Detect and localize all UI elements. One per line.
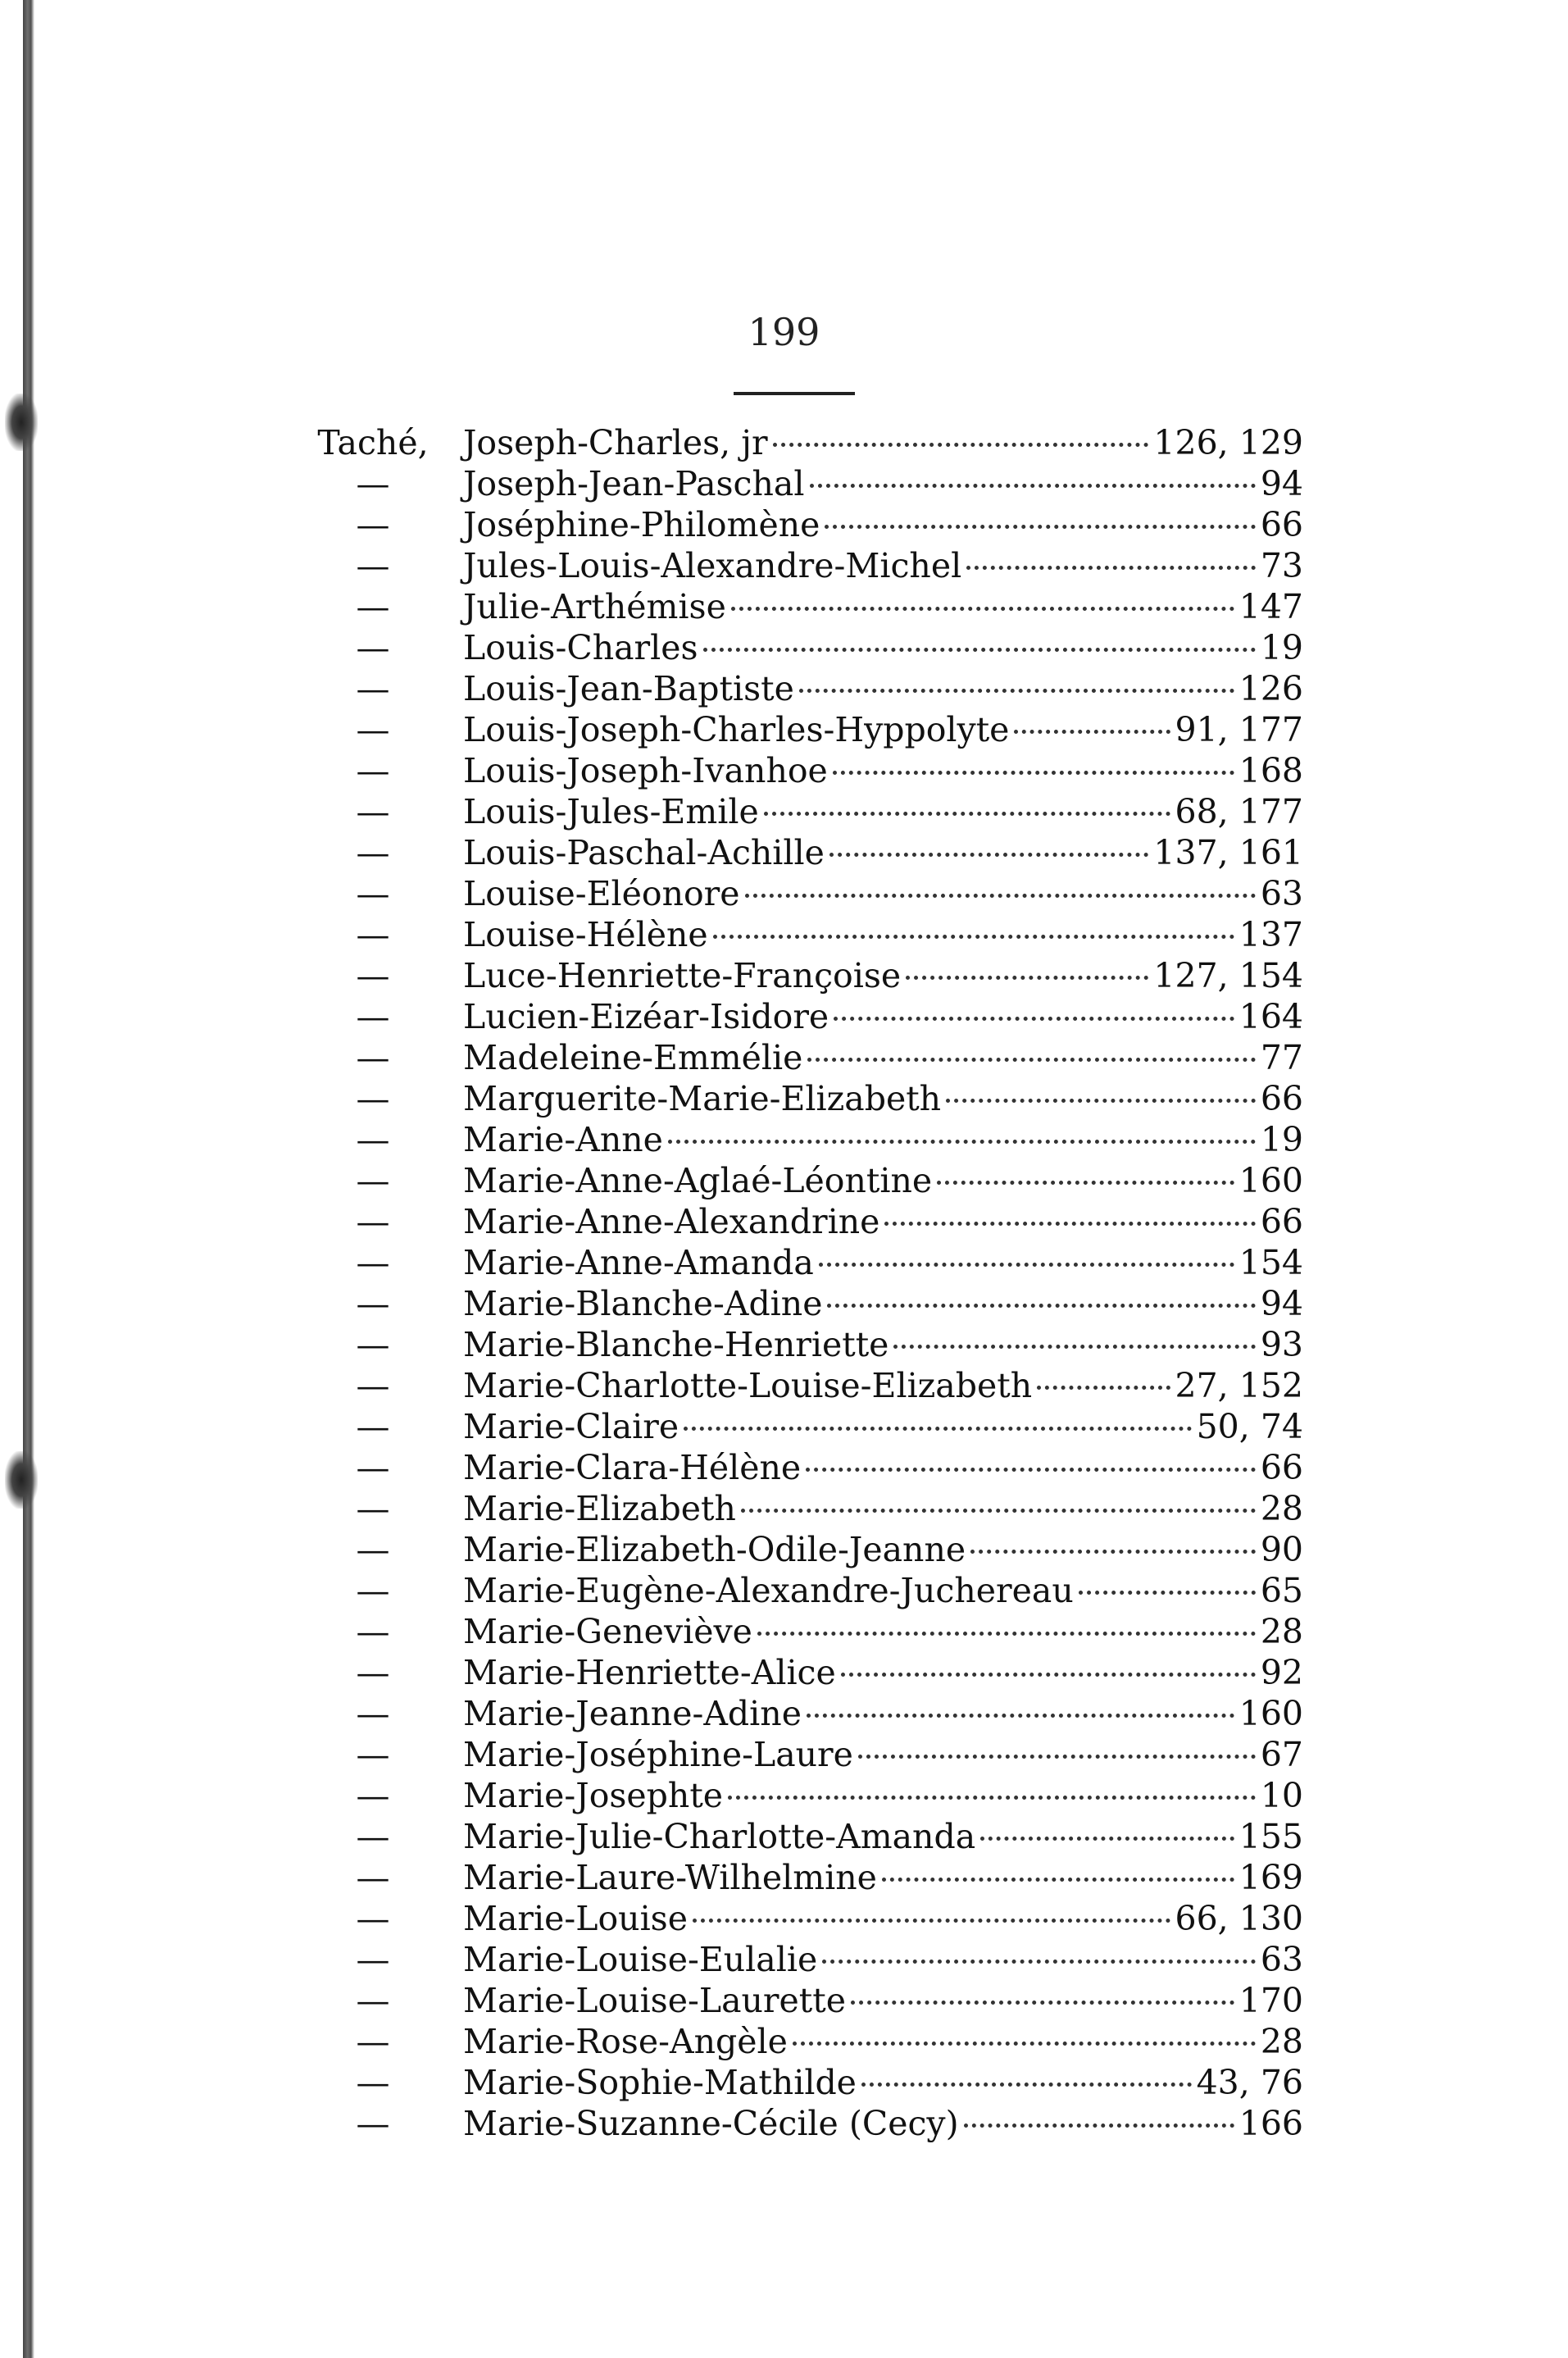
given-names: Marie-Henriette-Alice <box>463 1653 836 1692</box>
given-names: Marie-Eugène-Alexandre-Juchereau <box>463 1571 1074 1610</box>
dot-leader <box>713 935 1234 939</box>
given-names: Marie-Suzanne-Cécile (Cecy) <box>463 2104 959 2143</box>
dot-leader <box>829 853 1149 857</box>
dot-leader <box>807 1714 1234 1718</box>
index-entry <box>287 504 1303 545</box>
dot-leader <box>757 1632 1256 1636</box>
ditto-mark: — <box>356 464 390 503</box>
given-names: Marie-Clara-Hélène <box>463 1448 802 1487</box>
index-entry <box>287 1078 1303 1119</box>
given-names: Luce-Henriette-Françoise <box>463 956 902 995</box>
ditto-mark: — <box>356 1940 390 1979</box>
given-names: Marie-Jeanne-Adine <box>463 1694 802 1733</box>
ditto-mark: — <box>356 2104 390 2143</box>
ditto-mark: — <box>356 1202 390 1241</box>
page-references: 166 <box>1238 2104 1303 2143</box>
given-names: Marie-Joséphine-Laure <box>463 1735 853 1774</box>
page-references: 90 <box>1260 1530 1303 1569</box>
dot-leader <box>741 1509 1256 1513</box>
index-entry <box>287 2103 1303 2144</box>
dot-leader <box>693 1919 1170 1923</box>
page-references: 19 <box>1260 1120 1303 1159</box>
ditto-mark: — <box>356 1448 390 1487</box>
ditto-mark: — <box>356 2022 390 2061</box>
index-entry <box>287 1037 1303 1078</box>
index-entry <box>287 1816 1303 1857</box>
dot-leader <box>841 1673 1256 1677</box>
dot-leader <box>773 443 1149 447</box>
ditto-mark: — <box>356 1694 390 1733</box>
page-references: 160 <box>1238 1161 1303 1200</box>
index-entry <box>287 1201 1303 1242</box>
index-entry <box>287 1160 1303 1201</box>
ditto-mark: — <box>356 1776 390 1815</box>
dot-leader <box>793 2042 1256 2046</box>
dot-leader <box>884 1222 1255 1226</box>
header-rule <box>734 392 855 395</box>
index-entry <box>287 791 1303 832</box>
dot-leader <box>906 976 1148 980</box>
given-names: Jules-Louis-Alexandre-Michel <box>463 546 962 585</box>
page-references: 168 <box>1238 751 1303 790</box>
ditto-mark: — <box>356 874 390 913</box>
ditto-mark: — <box>356 505 390 544</box>
given-names: Marie-Josephte <box>463 1776 724 1815</box>
ditto-mark: — <box>356 1735 390 1774</box>
index-entry <box>287 668 1303 709</box>
ditto-mark: — <box>356 956 390 995</box>
given-names: Louis-Paschal-Achille <box>463 833 825 872</box>
given-names: Louis-Jean-Baptiste <box>463 669 794 708</box>
index-entry <box>287 463 1303 504</box>
index-entry <box>287 2021 1303 2062</box>
dot-leader <box>810 484 1256 488</box>
ditto-mark: — <box>356 1120 390 1159</box>
ditto-mark: — <box>356 915 390 954</box>
ditto-mark: — <box>356 1817 390 1856</box>
given-names: Marie-Sophie-Mathilde <box>463 2063 857 2102</box>
page-references: 28 <box>1260 1612 1303 1651</box>
index-entry <box>287 750 1303 791</box>
index-entry <box>287 1980 1303 2021</box>
index-entry <box>287 996 1303 1037</box>
given-names: Louis-Jules-Emile <box>463 792 759 831</box>
given-names: Marie-Anne-Amanda <box>463 1243 814 1282</box>
dot-leader <box>668 1140 1256 1144</box>
given-names: Louise-Eléonore <box>463 874 740 913</box>
ditto-mark: — <box>356 792 390 831</box>
page-references: 94 <box>1260 464 1303 503</box>
dot-leader <box>858 1755 1256 1759</box>
given-names: Marie-Anne-Aglaé-Léontine <box>463 1161 933 1200</box>
given-names: Marie-Blanche-Adine <box>463 1284 823 1323</box>
index-entry <box>287 1242 1303 1283</box>
index-entry <box>287 1652 1303 1693</box>
dot-leader <box>980 1837 1234 1841</box>
given-names: Madeleine-Emmélie <box>463 1038 803 1077</box>
page-references: 127, 154 <box>1153 956 1303 995</box>
given-names: Joseph-Jean-Paschal <box>463 464 805 503</box>
dot-leader <box>970 1550 1256 1554</box>
ditto-mark: — <box>356 997 390 1036</box>
page-references: 10 <box>1260 1776 1303 1815</box>
dot-leader <box>825 525 1255 529</box>
index-entry <box>287 1939 1303 1980</box>
page-references: 50, 74 <box>1196 1407 1303 1446</box>
dot-leader <box>882 1878 1234 1882</box>
dot-leader <box>684 1427 1191 1431</box>
dot-leader <box>822 1960 1256 1964</box>
given-names: Marie-Anne-Alexandrine <box>463 1202 880 1241</box>
ditto-mark: — <box>356 1489 390 1528</box>
dot-leader <box>807 1058 1255 1062</box>
ditto-mark: — <box>356 1612 390 1651</box>
index-entry <box>287 1570 1303 1611</box>
ditto-mark: — <box>356 1407 390 1446</box>
page-references: 170 <box>1238 1981 1303 2020</box>
ditto-mark: — <box>356 1653 390 1692</box>
index-entry <box>287 1734 1303 1775</box>
page-references: 66 <box>1260 1202 1303 1241</box>
dot-leader <box>1079 1591 1256 1595</box>
index-entry <box>287 709 1303 750</box>
dot-leader <box>834 1017 1234 1021</box>
index-entry <box>287 1775 1303 1816</box>
index-entry <box>287 1857 1303 1898</box>
dot-leader <box>966 566 1256 570</box>
index-entry <box>287 1529 1303 1570</box>
index-entry <box>287 586 1303 627</box>
index-entry <box>287 1324 1303 1365</box>
dot-leader <box>806 1468 1256 1472</box>
index-entry <box>287 2062 1303 2103</box>
ditto-mark: — <box>356 1161 390 1200</box>
page-references: 73 <box>1260 546 1303 585</box>
ditto-mark: — <box>356 833 390 872</box>
page-references: 92 <box>1260 1653 1303 1692</box>
index-entry <box>287 422 1303 463</box>
given-names: Joseph-Charles, jr <box>463 423 768 462</box>
given-names: Marie-Laure-Wilhelmine <box>463 1858 877 1897</box>
ditto-mark: — <box>356 1325 390 1364</box>
page-references: 43, 76 <box>1196 2063 1303 2102</box>
ditto-mark: — <box>356 1038 390 1077</box>
ditto-mark: — <box>356 1899 390 1938</box>
index-entry <box>287 832 1303 873</box>
dot-leader <box>764 812 1170 816</box>
index-entry <box>287 1898 1303 1939</box>
given-names: Louise-Hélène <box>463 915 708 954</box>
given-names: Marie-Blanche-Henriette <box>463 1325 889 1364</box>
dot-leader <box>833 771 1234 775</box>
dot-leader <box>1037 1386 1170 1390</box>
given-names: Julie-Arthémise <box>463 587 726 626</box>
page-references: 155 <box>1238 1817 1303 1856</box>
index-entry <box>287 873 1303 914</box>
page-references: 66 <box>1260 1079 1303 1118</box>
given-names: Louis-Joseph-Ivanhoe <box>463 751 828 790</box>
ditto-mark: — <box>356 710 390 749</box>
dot-leader <box>937 1181 1234 1185</box>
given-names: Marie-Louise-Eulalie <box>463 1940 818 1979</box>
given-names: Marie-Anne <box>463 1120 663 1159</box>
page-references: 147 <box>1238 587 1303 626</box>
name-index-list <box>287 422 1303 2144</box>
ditto-mark: — <box>356 1366 390 1405</box>
dot-leader <box>946 1099 1256 1103</box>
index-entry <box>287 1365 1303 1406</box>
page-references: 137 <box>1238 915 1303 954</box>
given-names: Lucien-Eizéar-Isidore <box>463 997 829 1036</box>
page-references: 93 <box>1260 1325 1303 1364</box>
page-references: 94 <box>1260 1284 1303 1323</box>
page-references: 137, 161 <box>1153 833 1303 872</box>
ditto-mark: — <box>356 2063 390 2102</box>
index-entry <box>287 627 1303 668</box>
dot-leader <box>827 1304 1255 1308</box>
given-names: Marie-Elizabeth-Odile-Jeanne <box>463 1530 966 1569</box>
given-names: Marie-Geneviève <box>463 1612 752 1651</box>
index-entry <box>287 955 1303 996</box>
given-names: Marie-Julie-Charlotte-Amanda <box>463 1817 976 1856</box>
given-names: Marie-Charlotte-Louise-Elizabeth <box>463 1366 1033 1405</box>
ditto-mark: — <box>356 1858 390 1897</box>
page-references: 126, 129 <box>1153 423 1303 462</box>
ditto-mark: — <box>356 1530 390 1569</box>
ditto-mark: — <box>356 587 390 626</box>
page-references: 91, 177 <box>1175 710 1303 749</box>
ditto-mark: — <box>356 669 390 708</box>
page-references: 66, 130 <box>1175 1899 1303 1938</box>
page-references: 66 <box>1260 1448 1303 1487</box>
given-names: Marie-Rose-Angèle <box>463 2022 788 2061</box>
index-entry <box>287 1488 1303 1529</box>
page-references: 66 <box>1260 505 1303 544</box>
index-entry <box>287 1447 1303 1488</box>
ditto-mark: — <box>356 1981 390 2020</box>
dot-leader <box>799 689 1234 693</box>
page-references: 169 <box>1238 1858 1303 1897</box>
binding-stain <box>5 1451 38 1509</box>
given-names: Marie-Louise <box>463 1899 688 1938</box>
dot-leader <box>731 607 1234 611</box>
ditto-mark: — <box>356 628 390 667</box>
given-names: Louis-Joseph-Charles-Hyppolyte <box>463 710 1010 749</box>
index-entry <box>287 545 1303 586</box>
dot-leader <box>745 894 1256 898</box>
ditto-mark: — <box>356 1243 390 1282</box>
ditto-mark: — <box>356 751 390 790</box>
index-entry <box>287 1119 1303 1160</box>
dot-leader <box>819 1263 1234 1267</box>
given-names: Marie-Claire <box>463 1407 679 1446</box>
given-names: Marie-Elizabeth <box>463 1489 736 1528</box>
index-entry <box>287 1283 1303 1324</box>
index-entry <box>287 1611 1303 1652</box>
page-references: 28 <box>1260 1489 1303 1528</box>
dot-leader <box>851 2001 1234 2005</box>
index-entry <box>287 1693 1303 1734</box>
dot-leader <box>703 648 1256 652</box>
page-references: 19 <box>1260 628 1303 667</box>
ditto-mark: — <box>356 1284 390 1323</box>
page-references: 63 <box>1260 874 1303 913</box>
given-names: Marie-Louise-Laurette <box>463 1981 846 2020</box>
page-references: 68, 177 <box>1175 792 1303 831</box>
page-references: 28 <box>1260 2022 1303 2061</box>
dot-leader <box>728 1796 1256 1800</box>
page-references: 164 <box>1238 997 1303 1036</box>
given-names: Louis-Charles <box>463 628 698 667</box>
dot-leader <box>964 2124 1234 2128</box>
page-references: 154 <box>1238 1243 1303 1282</box>
page-references: 67 <box>1260 1735 1303 1774</box>
page-references: 63 <box>1260 1940 1303 1979</box>
given-names: Marguerite-Marie-Elizabeth <box>463 1079 942 1118</box>
page-references: 27, 152 <box>1175 1366 1303 1405</box>
page-number: 199 <box>748 310 820 354</box>
ditto-mark: — <box>356 1571 390 1610</box>
dot-leader <box>893 1345 1255 1349</box>
page-references: 126 <box>1238 669 1303 708</box>
index-entry <box>287 914 1303 955</box>
page-references: 77 <box>1260 1038 1303 1077</box>
ditto-mark: — <box>356 1079 390 1118</box>
ditto-mark: — <box>356 546 390 585</box>
binding-stain <box>5 394 38 451</box>
dot-leader <box>861 2083 1192 2087</box>
dot-leader <box>1014 730 1170 734</box>
given-names: Joséphine-Philomène <box>463 505 820 544</box>
page-references: 160 <box>1238 1694 1303 1733</box>
surname-label: Taché, <box>317 423 429 462</box>
index-entry <box>287 1406 1303 1447</box>
page-references: 65 <box>1260 1571 1303 1610</box>
